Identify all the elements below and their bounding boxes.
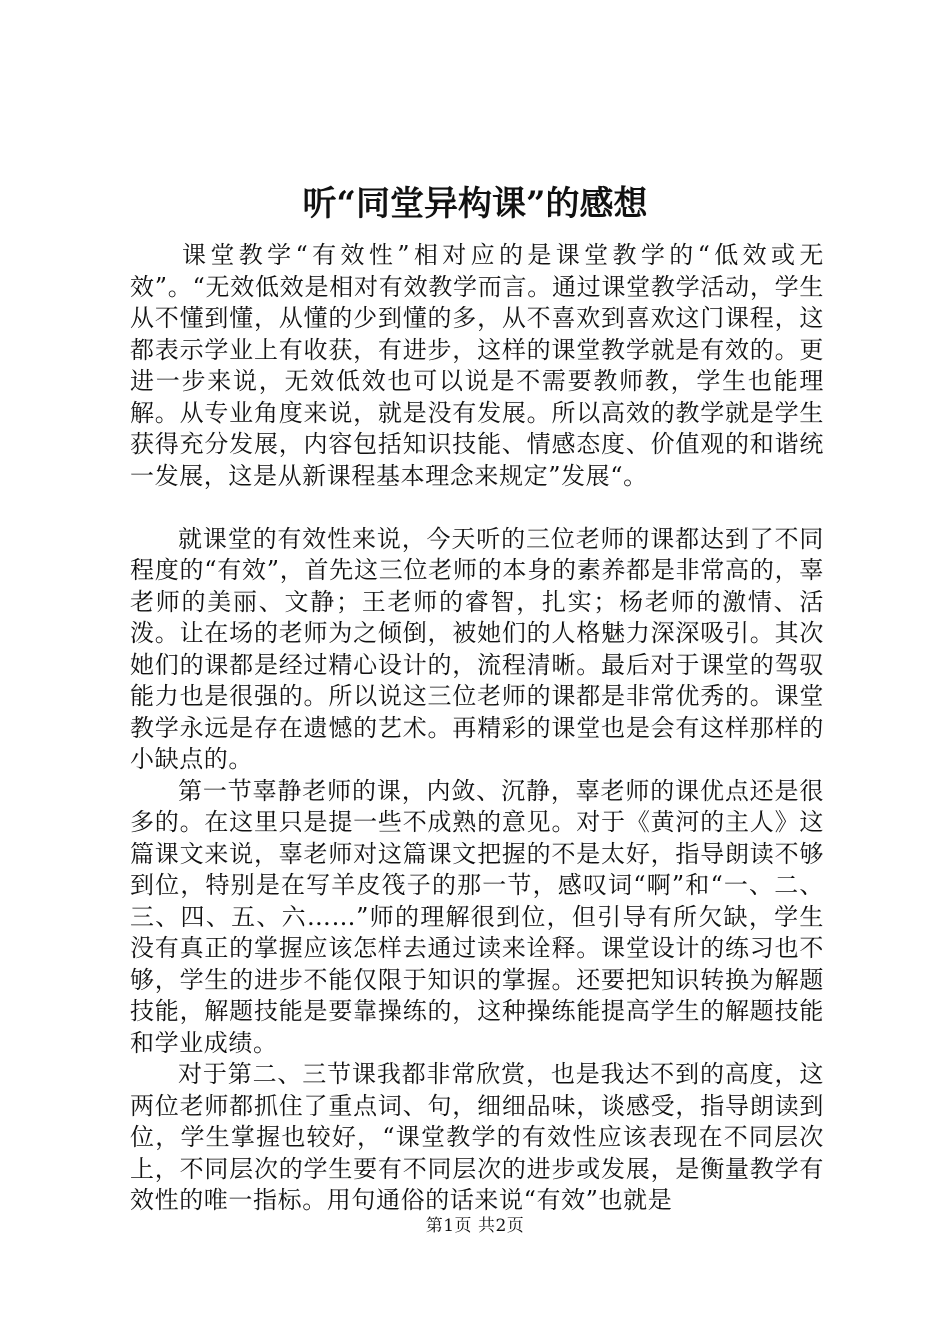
document-body	[130, 240, 824, 1217]
paragraph-2: 就课堂的有效性来说，今天听的三位老师的课都达到了不同程度的“有效”，首先这三位老师的本身的素养都是非常高的，辜老师的美丽、文静；王老师的睿智，扎实；杨老师的激情、活泼。让在场的老师为之倾倒，被她们的人格魅力深深吸引。其次她们的课都是经过精心设计的，流程清晰。最后对于课堂的驾驭能力也是很强的。所以说这三位老师的课都是非常优秀的。课堂教学永远是存在遗憾的艺术。再精彩的课堂也是会有这样那样的小缺点的。	[130, 524, 824, 773]
page-number-footer: 第1页 共2页	[425, 1216, 525, 1236]
paragraph-3: 第一节辜静老师的课，内敛、沉静，辜老师的课优点还是很多的。在这里只是提一些不成熟的意见。对于《黄河的主人》这篇课文来说，辜老师对这篇课文把握的不是太好，指导朗读不够到位，特别是在写羊皮筏子的那一节，感叹词“啊”和“一、二、三、四、五、六……”师的理解很到位，但引导有所欠缺，学生没有真正的掌握应该怎样去通过读来诠释。课堂设计的练习也不够，学生的进步不能仅限于知识的掌握。还要把知识转换为解题技能，解题技能是要靠操练的，这种操练能提高学生的解题技能和学业成绩。	[130, 776, 824, 1057]
document-title: 听“同堂异构课”的感想	[302, 184, 648, 224]
paragraph-1: 课堂教学“有效性”相对应的是课堂教学的“低效或无效”。“无效低效是相对有效教学而言。通过课堂教学活动，学生从不懂到懂，从懂的少到懂的多，从不喜欢到喜欢这门课程，这都表示学业上有收获，有进步，这样的课堂教学就是有效的。更进一步来说，无效低效也可以说是不需要教师教，学生也能理解。从专业角度来说，就是没有发展。所以高效的教学就是学生获得充分发展，内容包括知识技能、情感态度、价值观的和谐统一发展，这是从新课程基本理念来规定”发展“。	[130, 241, 824, 490]
paragraph-spacer	[130, 492, 824, 524]
paragraph-4: 对于第二、三节课我都非常欣赏，也是我达不到的高度，这两位老师都抓住了重点词、句，细细品味，谈感受，指导朗读到位，学生掌握也较好，“课堂教学的有效性应该表现在不同层次上，不同层次的学生要有不同层次的进步或发展，是衡量教学有效性的唯一指标。用句通俗的话来说“有效”也就是	[130, 1060, 824, 1214]
